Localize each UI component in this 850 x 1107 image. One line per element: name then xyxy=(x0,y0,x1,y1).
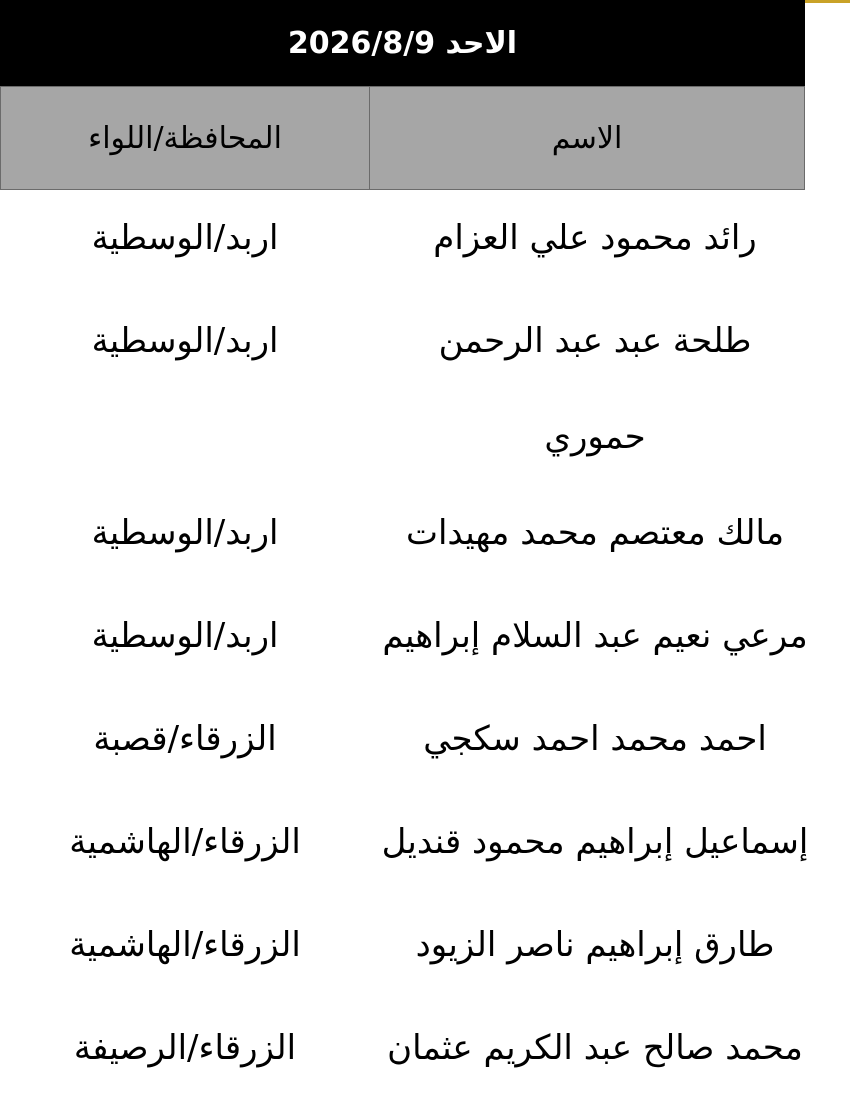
name-cell xyxy=(370,293,820,485)
header-name: الاسم xyxy=(370,87,805,189)
name-cell: مالك معتصم محمد مهيدات xyxy=(405,513,785,553)
table-row xyxy=(0,794,850,897)
table-header xyxy=(0,86,805,190)
table-row xyxy=(0,293,850,485)
name-cell: إسماعيل إبراهيم محمود قنديل xyxy=(381,822,809,862)
table-row xyxy=(0,897,850,1000)
table-row xyxy=(0,190,850,293)
date-title: الاحد 2026/8/9 xyxy=(0,0,805,86)
governorate-cell: اربد/الوسطية xyxy=(91,513,279,553)
governorate-cell: اربد/الوسطية xyxy=(91,218,279,258)
name-cell: احمد محمد احمد سكجي xyxy=(423,719,767,759)
header-governorate: المحافظة/اللواء xyxy=(0,87,370,189)
table-body xyxy=(0,190,850,1103)
name-cell: مرعي نعيم عبد السلام إبراهيم xyxy=(382,616,808,656)
table-row xyxy=(0,485,850,588)
governorate-cell: اربد/الوسطية xyxy=(91,616,279,656)
name-cell: طارق إبراهيم ناصر الزيود xyxy=(415,925,775,965)
name-text: طلحة عبد عبد الرحمن حموري xyxy=(438,321,752,457)
name-cell: رائد محمود علي العزام xyxy=(433,218,757,258)
table-row xyxy=(0,1000,850,1103)
table-row xyxy=(0,588,850,691)
table-row xyxy=(0,691,850,794)
governorate-cell: الزرقاء/الرصيفة xyxy=(73,1028,297,1068)
governorate-cell: الزرقاء/الهاشمية xyxy=(69,925,301,965)
name-cell: محمد صالح عبد الكريم عثمان xyxy=(387,1028,803,1068)
governorate-cell: الزرقاء/قصبة xyxy=(93,719,277,759)
accent-line xyxy=(805,0,850,3)
governorate-cell: اربد/الوسطية xyxy=(91,321,279,361)
governorate-cell: الزرقاء/الهاشمية xyxy=(69,822,301,862)
